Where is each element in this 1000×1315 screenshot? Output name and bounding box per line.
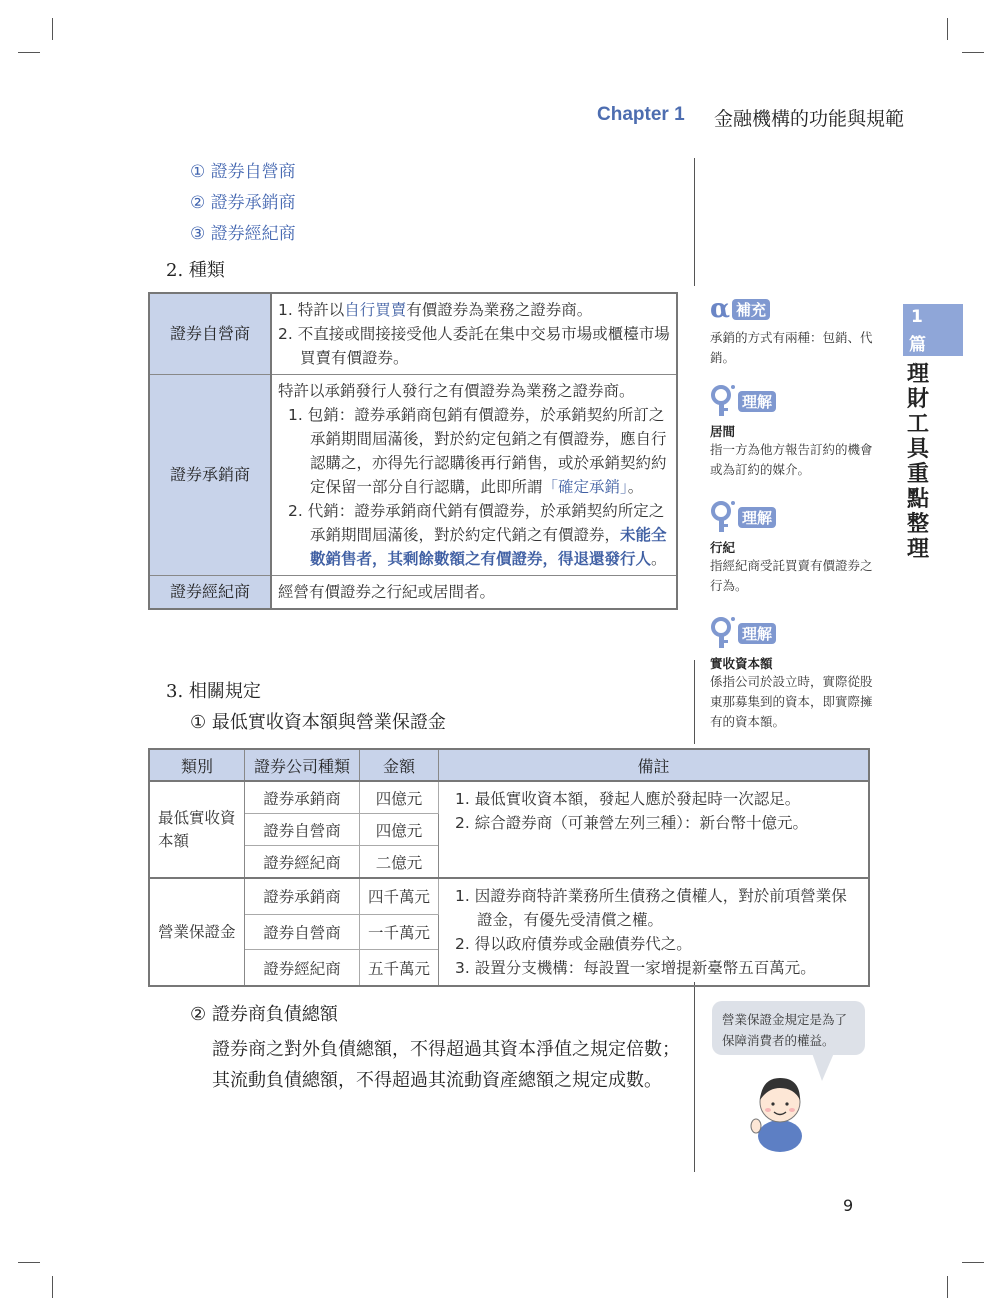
crop-mark bbox=[52, 18, 53, 40]
note-term: 居間 bbox=[710, 424, 736, 439]
sub-heading: ① 最低實收資本額與營業保證金 bbox=[190, 712, 446, 733]
company-type: 證券承銷商 bbox=[245, 781, 360, 814]
list-item: ② 證券承銷商 bbox=[190, 193, 296, 213]
alpha-icon: α bbox=[710, 294, 731, 324]
note-text: 指一方為他方報告訂約的機會或為訂約的媒介。 bbox=[710, 442, 873, 477]
highlight: 「確定承銷」 bbox=[542, 478, 628, 496]
part-number: 1 bbox=[911, 307, 923, 327]
row-label: 證券經紀商 bbox=[149, 576, 271, 610]
note-tag: 理解 bbox=[738, 391, 776, 412]
table-row bbox=[149, 375, 677, 576]
list-item: ① 證券自營商 bbox=[190, 162, 296, 182]
side-note bbox=[710, 296, 875, 368]
note-text: 係指公司於設立時，實際從股東那募集到的資本，即實際擁有的資本額。 bbox=[710, 674, 873, 729]
sub-heading: ② 證券商負債總額 bbox=[190, 1004, 338, 1025]
category-cell: 營業保證金 bbox=[149, 878, 245, 986]
column-divider bbox=[694, 158, 695, 286]
note-term: 實收資本額 bbox=[710, 656, 773, 671]
company-type: 證券經紀商 bbox=[245, 846, 360, 879]
column-divider bbox=[694, 660, 695, 744]
page-number: 9 bbox=[843, 1196, 854, 1215]
crop-mark bbox=[18, 1262, 40, 1263]
chapter-label: Chapter 1 bbox=[597, 104, 685, 125]
row-intro: 特許以承銷發行人發行之有價證券為業務之證券商。 bbox=[278, 382, 635, 400]
body-paragraph: 證券商之對外負債總額，不得超過其資本淨值之規定倍數；其流動負債總額，不得超過其流動資產總額之規定成數。 bbox=[212, 1039, 680, 1091]
table-row bbox=[149, 293, 677, 375]
table-row bbox=[149, 781, 869, 814]
chapter-title: 金融機構的功能與規範 bbox=[714, 108, 905, 130]
notes-cell bbox=[439, 878, 870, 986]
highlight: 未能全數銷售者，其剩餘數額之有價證券，得退還發行人 bbox=[310, 526, 667, 568]
note-item: 3. 設置分支機構：每設置一家增提新臺幣五百萬元。 bbox=[455, 959, 816, 977]
section-heading: 2. 種類 bbox=[166, 260, 225, 281]
key-icon bbox=[710, 384, 736, 418]
row-content bbox=[271, 375, 677, 576]
company-type: 證券承銷商 bbox=[245, 878, 360, 914]
types-table bbox=[148, 292, 678, 610]
notes-cell bbox=[439, 781, 870, 878]
note-text: 指經紀商受託買賣有價證券之行為。 bbox=[710, 558, 873, 593]
note-tag: 理解 bbox=[738, 623, 776, 644]
amount: 四億元 bbox=[360, 814, 439, 846]
note-item: 2. 得以政府債券或金融債券代之。 bbox=[455, 935, 692, 953]
row-label: 證券自營商 bbox=[149, 293, 271, 375]
row-content bbox=[271, 293, 677, 375]
note-term: 行紀 bbox=[710, 540, 736, 555]
part-tab bbox=[903, 304, 963, 356]
part-label: 篇 bbox=[909, 335, 926, 355]
list-item: 2. 代銷：證券承銷商代銷有價證券，於承銷契約所定之承銷期間屆滿後，對於約定代銷之有價證券，未能全數銷售者，其剩餘數額之有價證券，得退還發行人。 bbox=[288, 502, 667, 568]
company-type: 證券自營商 bbox=[245, 914, 360, 950]
side-note bbox=[710, 384, 875, 480]
key-icon bbox=[710, 500, 736, 534]
amount: 四千萬元 bbox=[360, 878, 439, 914]
header-row bbox=[149, 749, 869, 781]
column-divider bbox=[694, 982, 695, 1172]
row-content: 經營有價證券之行紀或居間者。 bbox=[271, 576, 677, 610]
character-illustration bbox=[748, 1066, 816, 1152]
note-tag: 補充 bbox=[732, 299, 770, 320]
list-item: ③ 證券經紀商 bbox=[190, 224, 296, 244]
crop-mark bbox=[947, 1276, 948, 1298]
category-cell: 最低實收資本額 bbox=[149, 781, 245, 878]
bubble-tail bbox=[812, 1053, 842, 1083]
row-label: 證券承銷商 bbox=[149, 375, 271, 576]
note-item: 1. 最低實收資本額，發起人應於發起時一次認足。 bbox=[455, 790, 801, 808]
note-item: 1. 因證券商特許業務所生債務之債權人，對於前項營業保證金，有優先受清償之權。 bbox=[455, 887, 847, 929]
company-type: 證券自營商 bbox=[245, 814, 360, 846]
note-tag: 理解 bbox=[738, 507, 776, 528]
amount: 二億元 bbox=[360, 846, 439, 879]
note-item: 2. 綜合證券商（可兼營左列三種）：新台幣十億元。 bbox=[455, 814, 808, 832]
column-header: 證券公司種類 bbox=[245, 749, 360, 781]
column-header: 備註 bbox=[439, 749, 870, 781]
side-note bbox=[710, 616, 875, 732]
crop-mark bbox=[962, 52, 984, 53]
side-note bbox=[710, 500, 875, 596]
company-type: 證券經紀商 bbox=[245, 950, 360, 986]
list-item: 1. 包銷：證券承銷商包銷有價證券，於承銷契約所訂之承銷期間屆滿後，對於約定包銷之有價證券，應自行認購之，亦得先行認購後再行銷售，或於承銷契約約定保留一部分自行認購，此即所謂「確定承銷」。 bbox=[288, 406, 667, 496]
note-text: 承銷的方式有兩種：包銷、代銷。 bbox=[710, 330, 873, 365]
capital-table bbox=[148, 748, 870, 987]
crop-mark bbox=[18, 52, 40, 53]
amount: 一千萬元 bbox=[360, 914, 439, 950]
column-header: 金額 bbox=[360, 749, 439, 781]
amount: 五千萬元 bbox=[360, 950, 439, 986]
column-header: 類別 bbox=[149, 749, 245, 781]
crop-mark bbox=[52, 1276, 53, 1298]
amount: 四億元 bbox=[360, 781, 439, 814]
list-item: 2. 不直接或間接接受他人委託在集中交易市場或櫃檯市場買賣有價證券。 bbox=[278, 325, 670, 367]
list-item: 1. 特許以自行買賣有價證券為業務之證券商。 bbox=[278, 301, 593, 319]
speech-bubble: 營業保證金規定是為了保障消費者的權益。 bbox=[712, 1001, 865, 1055]
highlight: 自行買賣 bbox=[344, 301, 407, 319]
section-heading: 3. 相關規定 bbox=[166, 681, 261, 702]
vertical-part-title: 理財工具重點整理 bbox=[906, 362, 929, 562]
crop-mark bbox=[962, 1262, 984, 1263]
table-row bbox=[149, 878, 869, 914]
crop-mark bbox=[947, 18, 948, 40]
key-icon bbox=[710, 616, 736, 650]
table-row bbox=[149, 576, 677, 610]
